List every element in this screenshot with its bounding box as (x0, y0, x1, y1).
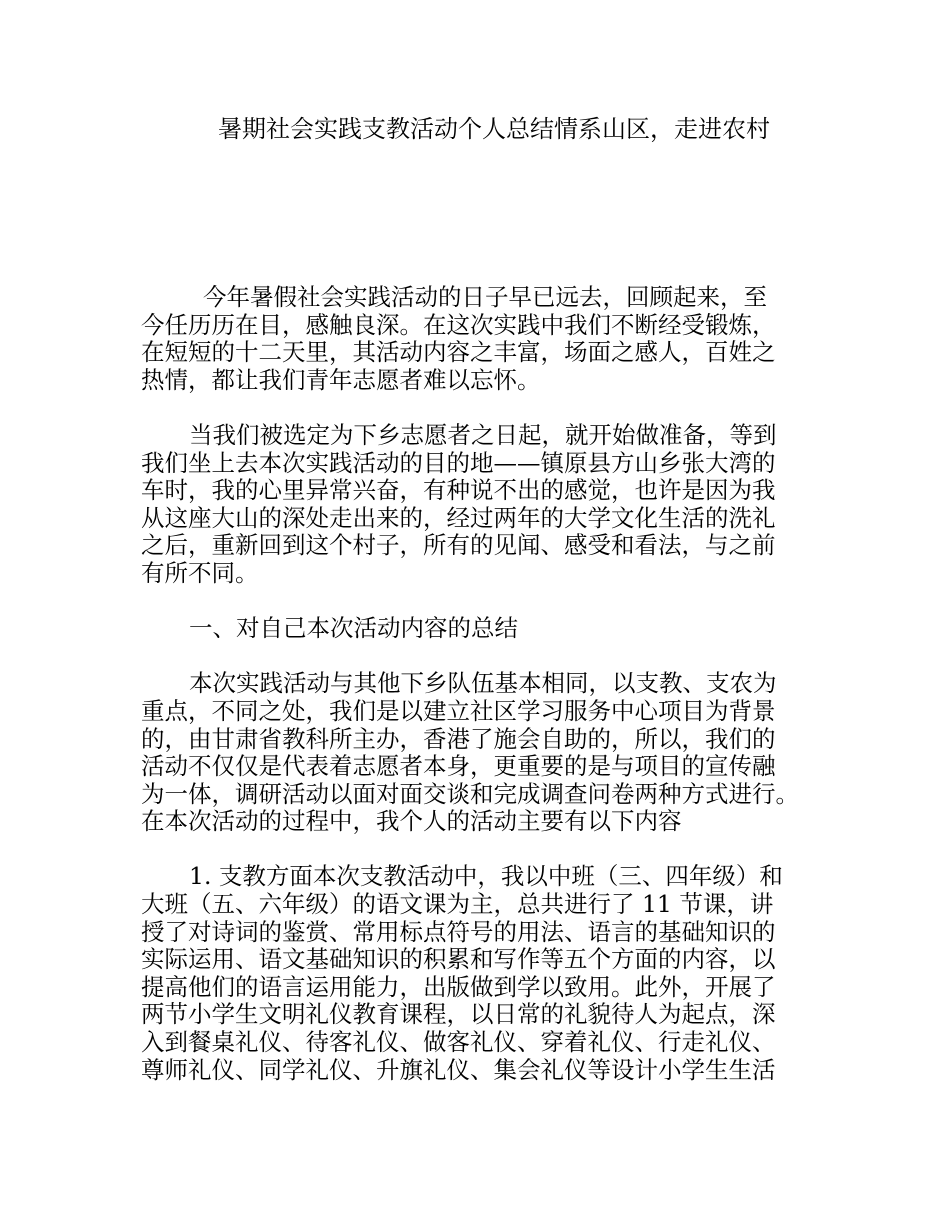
paragraph-line: 实际运用、语文基础知识的积累和写作等五个方面的内容，以 (141, 945, 776, 974)
document-body (141, 284, 821, 1084)
paragraph-gap (141, 394, 821, 422)
document-title: 暑期社会实践支教活动个人总结情系山区，走进农村 (218, 115, 770, 143)
paragraph-line: 为一体，调研活动以面对面交谈和完成调查问卷两种方式进行。 (141, 779, 799, 808)
section-heading (141, 615, 821, 643)
paragraph-line: 尊师礼仪、同学礼仪、升旗礼仪、集会礼仪等设计小学生生活 (141, 1055, 776, 1084)
paragraph-3 (141, 670, 821, 836)
paragraph-line: 重点，不同之处，我们是以建立社区学习服务中心项目为背景 (141, 696, 776, 725)
paragraph-line: 今任历历在目，感触良深。在这次实践中我们不断经受锻炼， (141, 310, 776, 339)
paragraph-line: 的，由甘肃省教科所主办，香港了施会自助的，所以，我们的 (141, 724, 776, 753)
paragraph-line: 之后，重新回到这个村子，所有的见闻、感受和看法，与之前 (141, 531, 776, 560)
paragraph-1 (141, 284, 821, 394)
paragraph-gap (141, 643, 821, 671)
paragraph-line: 授了对诗词的鉴赏、常用标点符号的用法、语言的基础知识的 (141, 917, 776, 946)
paragraph-line: 活动不仅仅是代表着志愿者本身，更重要的是与项目的宣传融 (141, 752, 776, 781)
paragraph-line: 从这座大山的深处走出来的，经过两年的大学文化生活的洗礼 (141, 503, 776, 532)
paragraph-line: 当我们被选定为下乡志愿者之日起，就开始做准备，等到 (189, 420, 777, 449)
paragraph-line: 本次实践活动与其他下乡队伍基本相同，以支教、支农为 (189, 669, 777, 698)
heading-line: 一、对自己本次活动内容的总结 (189, 614, 518, 643)
paragraph-line: 今年暑假社会实践活动的日子早已远去，回顾起来，至 (203, 283, 767, 311)
paragraph-line: 1. 支教方面本次支教活动中，我以中班（三、四年级）和 (189, 862, 783, 891)
paragraph-gap (141, 588, 821, 616)
paragraph-line: 热情，都让我们青年志愿者难以忘怀。 (141, 365, 541, 394)
paragraph-line: 在本次活动的过程中，我个人的活动主要有以下内容 (141, 807, 682, 836)
paragraph-line: 有所不同。 (141, 558, 259, 587)
paragraph-line: 车时，我的心里异常兴奋，有种说不出的感觉，也许是因为我 (141, 476, 776, 505)
paragraph-line: 在短短的十二天里，其活动内容之丰富，场面之感人，百姓之 (141, 338, 776, 367)
paragraph-4 (141, 863, 821, 1084)
paragraph-line: 入到餐桌礼仪、待客礼仪、做客礼仪、穿着礼仪、行走礼仪、 (141, 1028, 776, 1057)
paragraph-line: 两节小学生文明礼仪教育课程，以日常的礼貌待人为起点，深 (141, 1000, 776, 1029)
paragraph-line: 我们坐上去本次实践活动的目的地——镇原县方山乡张大湾的 (141, 448, 776, 477)
paragraph-2 (141, 422, 821, 588)
paragraph-gap (141, 836, 821, 864)
paragraph-line: 大班（五、六年级）的语文课为主，总共进行了 11 节课，讲 (141, 890, 774, 919)
paragraph-line: 提高他们的语言运用能力，出版做到学以致用。此外，开展了 (141, 972, 776, 1001)
